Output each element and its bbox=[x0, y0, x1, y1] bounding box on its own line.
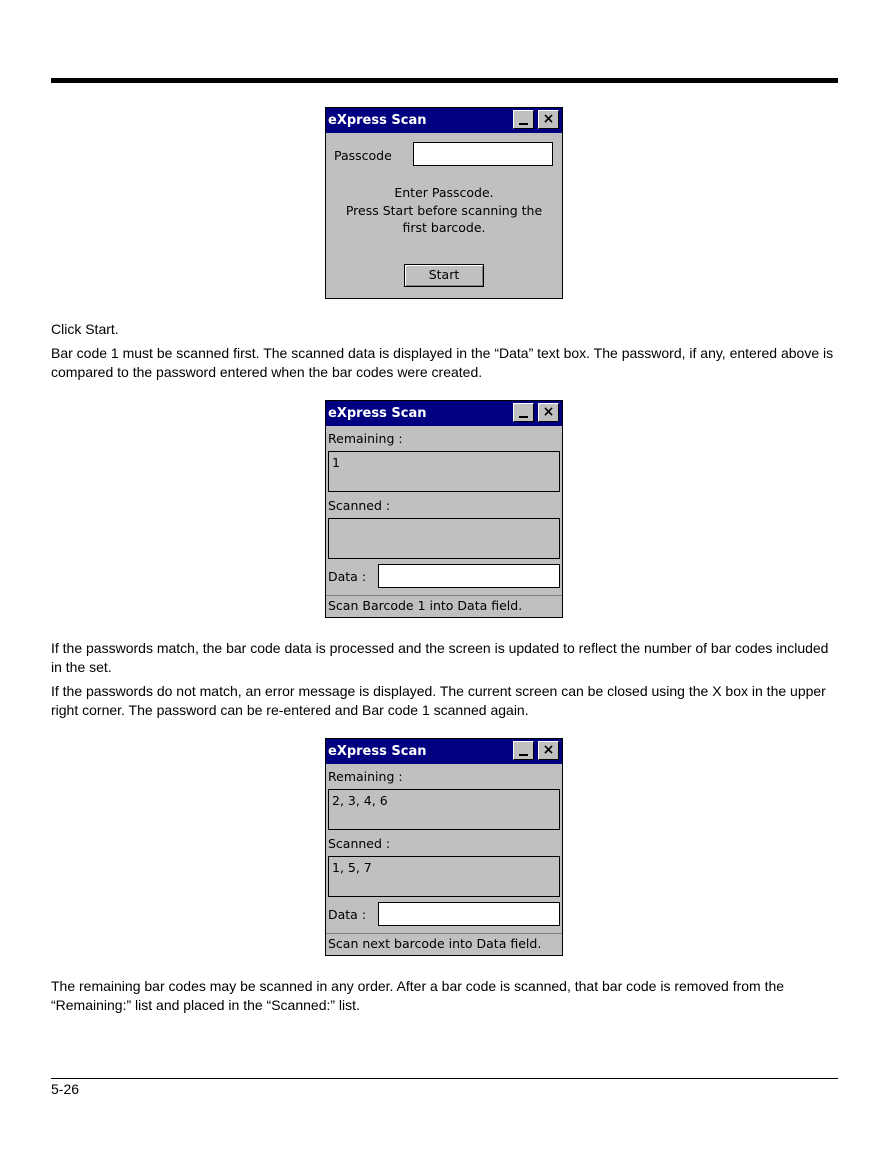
title-bar bbox=[326, 108, 562, 133]
paragraph-remaining-order: The remaining bar codes may be scanned in any order. After a bar code is scanned, that bar code is removed from the “Remaining:” list and placed in the “Scanned:” list. bbox=[51, 978, 785, 1013]
minimize-icon bbox=[519, 754, 528, 756]
paragraph-passwords-mismatch: If the passwords do not match, an error message is displayed. The current screen can be closed using the X box in the upper right corner. The password can be re-entered and Bar code 1 scanned again. bbox=[51, 683, 826, 718]
page-number: 5-26 bbox=[51, 1081, 80, 1097]
footer-rule bbox=[51, 1078, 838, 1079]
scanned-list bbox=[328, 518, 560, 559]
status-bar: Scan Barcode 1 into Data field. bbox=[326, 595, 562, 617]
close-icon: × bbox=[542, 742, 555, 758]
close-button[interactable] bbox=[538, 403, 559, 422]
message-line-3: first barcode. bbox=[402, 220, 486, 235]
paragraph-passwords-match: If the passwords match, the bar code data is processed and the screen is updated to reflect the number of bar codes included in the set. bbox=[51, 640, 829, 675]
scanned-list: 1, 5, 7 bbox=[328, 856, 560, 897]
close-button[interactable] bbox=[538, 110, 559, 129]
remaining-list: 1 bbox=[328, 451, 560, 492]
passcode-label: Passcode bbox=[334, 148, 392, 163]
data-label: Data : bbox=[328, 569, 367, 584]
scanned-label: Scanned : bbox=[328, 498, 391, 513]
remaining-list: 2, 3, 4, 6 bbox=[328, 789, 560, 830]
header-rule bbox=[51, 78, 838, 83]
start-button[interactable]: Start bbox=[404, 264, 484, 287]
close-icon: × bbox=[542, 111, 555, 127]
data-input[interactable] bbox=[378, 902, 560, 926]
minimize-button[interactable] bbox=[513, 403, 534, 422]
message-line-1: Enter Passcode. bbox=[394, 185, 494, 200]
close-button[interactable] bbox=[538, 741, 559, 760]
minimize-icon bbox=[519, 123, 528, 125]
title-bar bbox=[326, 401, 562, 426]
window-title: eXpress Scan bbox=[328, 744, 427, 759]
remaining-label: Remaining : bbox=[328, 431, 403, 446]
data-input[interactable] bbox=[378, 564, 560, 588]
scan-dialog-initial bbox=[325, 400, 563, 618]
data-label: Data : bbox=[328, 907, 367, 922]
passcode-dialog bbox=[325, 107, 563, 299]
status-bar: Scan next barcode into Data field. bbox=[326, 933, 562, 955]
scanned-label: Scanned : bbox=[328, 836, 391, 851]
minimize-button[interactable] bbox=[513, 110, 534, 129]
title-bar bbox=[326, 739, 562, 764]
window-title: eXpress Scan bbox=[328, 406, 427, 421]
window-title: eXpress Scan bbox=[328, 113, 427, 128]
remaining-label: Remaining : bbox=[328, 769, 403, 784]
minimize-icon bbox=[519, 416, 528, 418]
paragraph-scan-first: Bar code 1 must be scanned first. The scanned data is displayed in the “Data” text box. The password, if any, entered above is compared to the password entered when the bar codes were created. bbox=[51, 345, 834, 380]
message-line-2: Press Start before scanning the bbox=[345, 203, 543, 218]
close-icon: × bbox=[542, 404, 555, 420]
passcode-input[interactable] bbox=[413, 142, 553, 166]
minimize-button[interactable] bbox=[513, 741, 534, 760]
paragraph-click-start: Click Start. bbox=[51, 321, 119, 337]
scan-dialog-progress bbox=[325, 738, 563, 956]
